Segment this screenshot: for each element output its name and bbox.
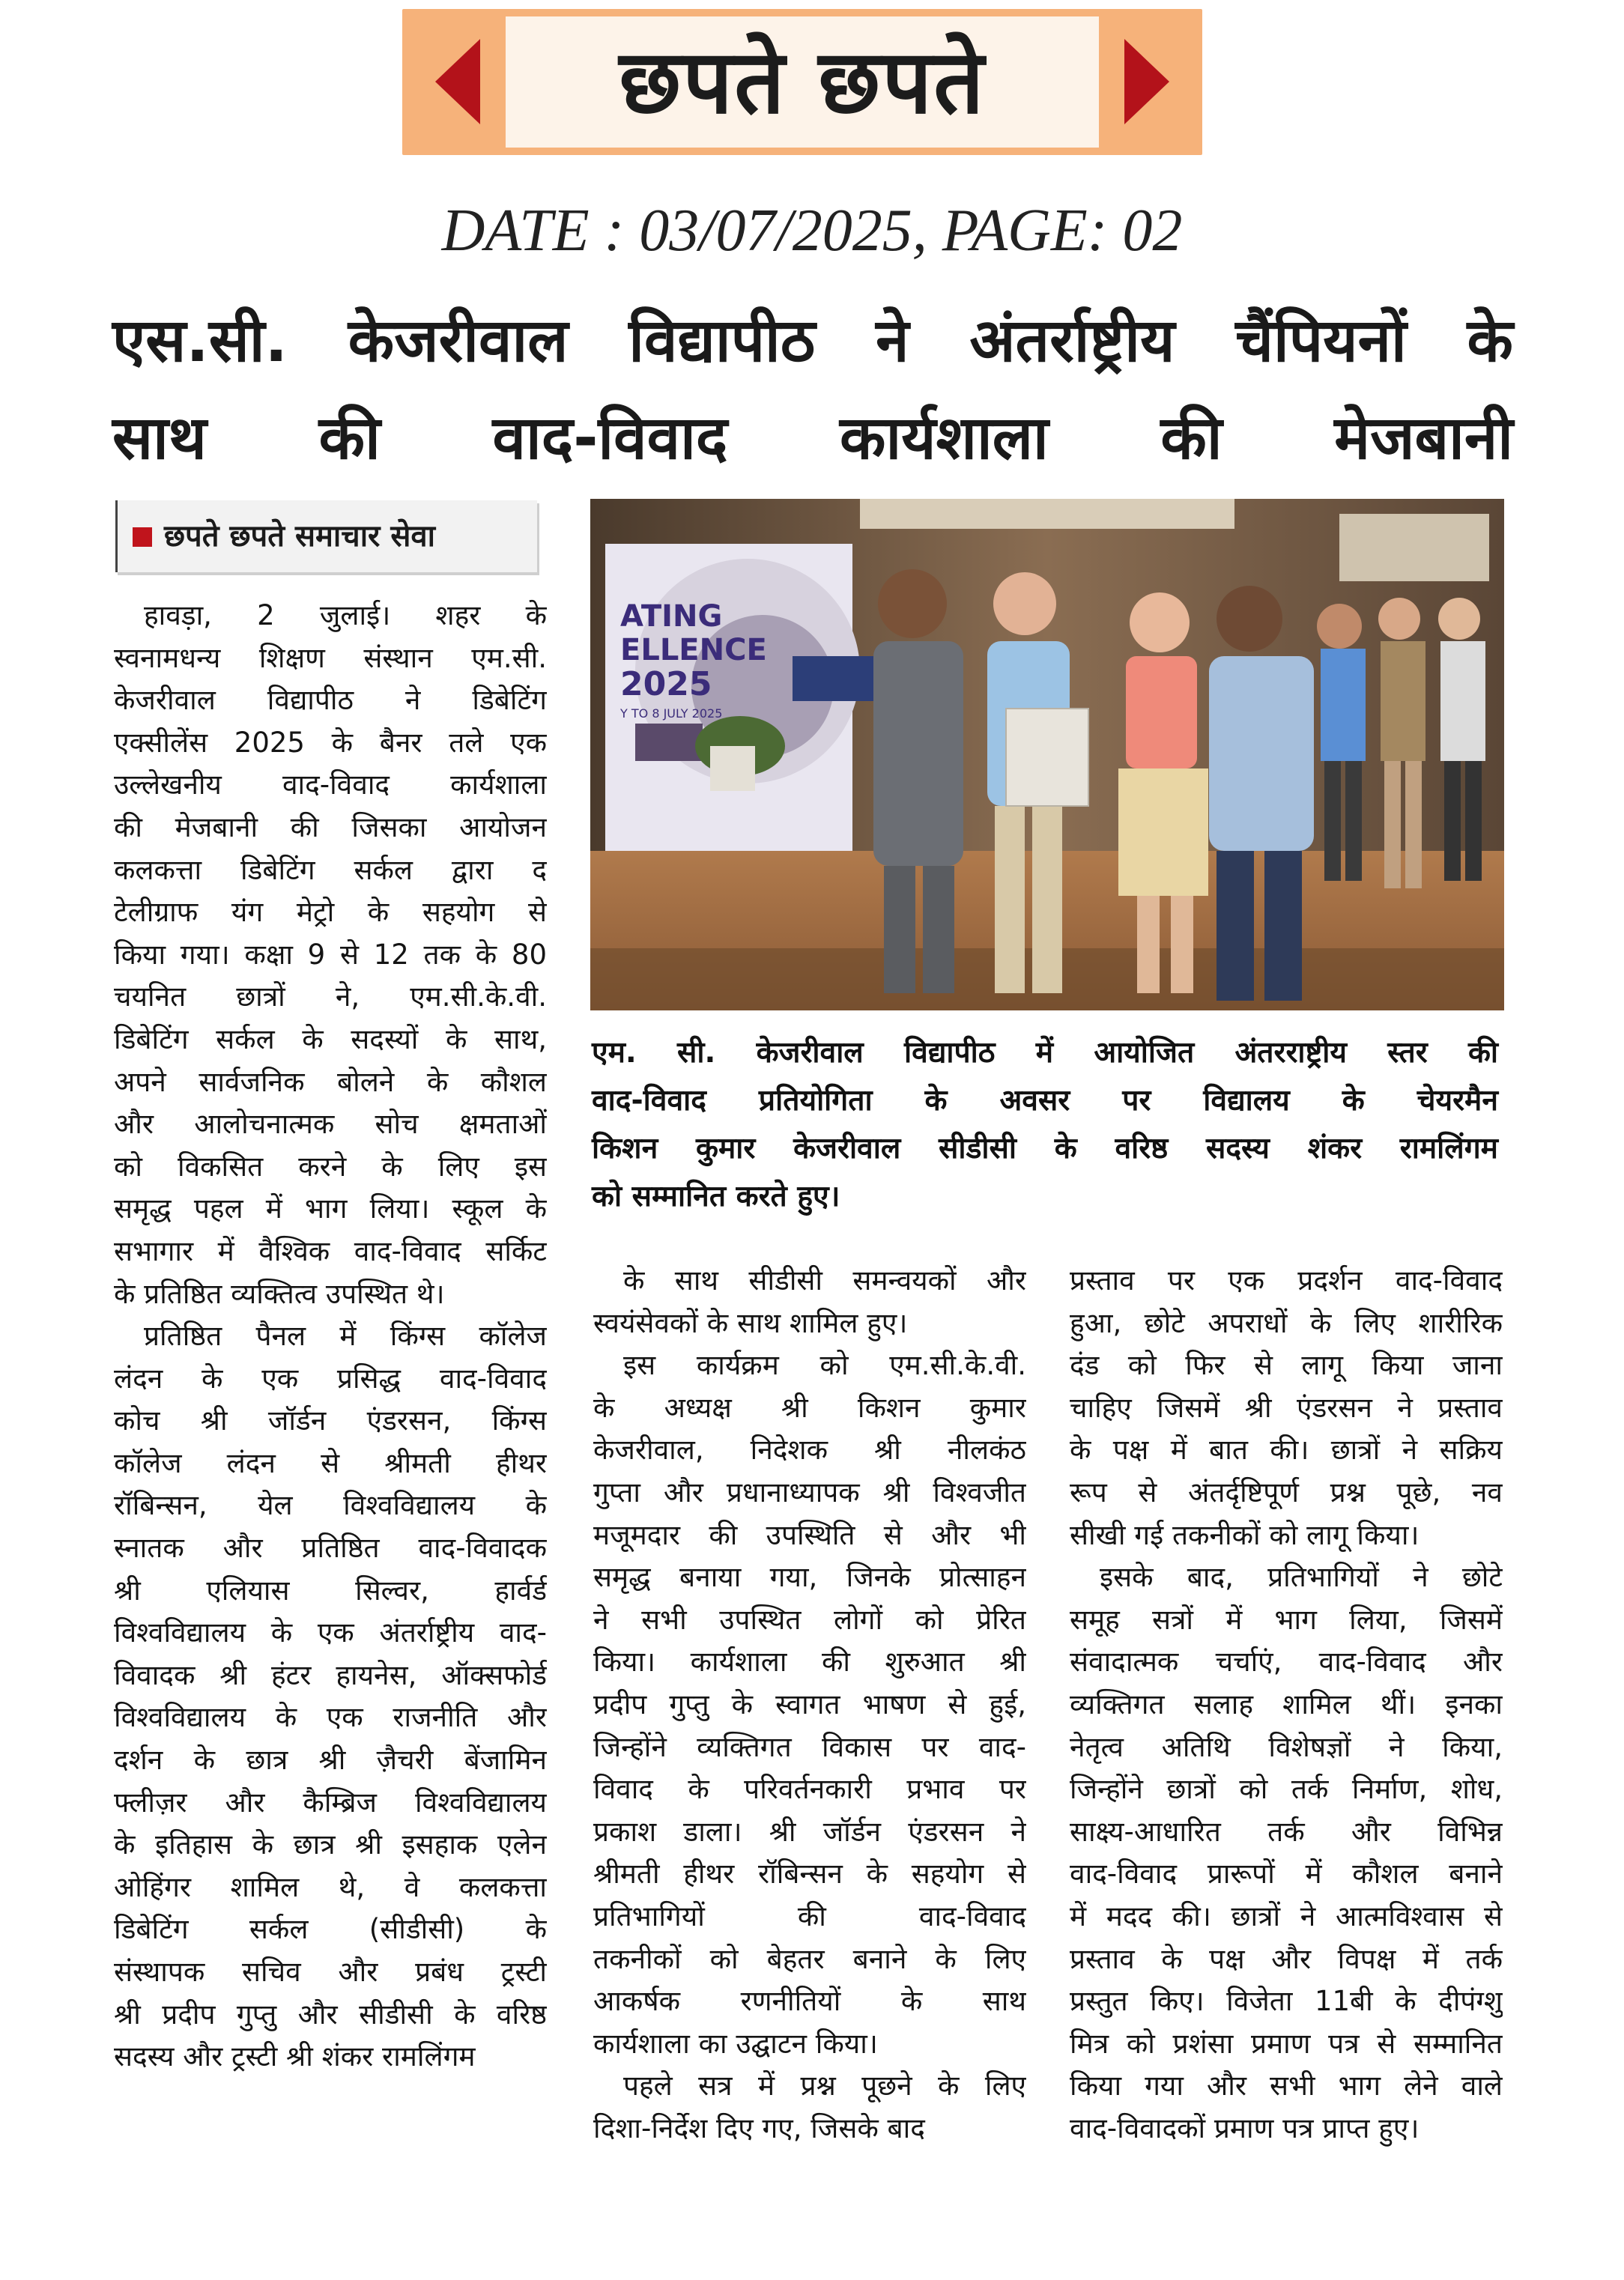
caption-line: किशन कुमार केजरीवाल सीडीसी के वरिष्ठ सदस्य शंकर रामलिंगम xyxy=(592,1132,1498,1165)
masthead-plate xyxy=(506,16,1099,148)
article-line: सदस्य और ट्रस्टी श्री शंकर रामलिंगम xyxy=(114,2040,476,2073)
dateline: DATE : 03/07/2025, PAGE: 02 xyxy=(441,198,1183,264)
article-column-1 xyxy=(114,595,547,2079)
article-line: स्वनामधन्य शिक्षण संस्थान एम.सी. xyxy=(114,641,547,674)
article-line: चाहिए जिसमें श्री एंडरसन ने प्रस्ताव xyxy=(1070,1391,1503,1424)
byline-box xyxy=(115,500,537,572)
article-line: प्रस्ताव के पक्ष और विपक्ष में तर्क xyxy=(1070,1942,1503,1975)
banner-line-1: ATING xyxy=(620,599,723,634)
banner-line-2: ELLENCE xyxy=(620,633,767,667)
article-line: वाद-विवादकों प्रमाण पत्र प्राप्त हुए। xyxy=(1070,2111,1420,2144)
article-line: श्रीमती हीथर रॉबिन्सन के सहयोग से xyxy=(593,1858,1026,1891)
red-square-icon xyxy=(133,527,152,547)
article-line: स्वयंसेवकों के साथ शामिल हुए। xyxy=(593,1306,908,1339)
article-column-3 xyxy=(1070,1260,1503,2150)
article-line: संस्थापक सचिव और प्रबंध ट्रस्टी xyxy=(114,1956,547,1988)
article-line: विश्वविद्यालय के एक अंतर्राष्ट्रीय वाद- xyxy=(114,1616,547,1649)
article-line: उल्लेखनीय वाद-विवाद कार्यशाला xyxy=(114,768,547,801)
right-arrow-icon xyxy=(1124,39,1169,124)
article-line: ओहिंगर शामिल थे, वे कलकत्ता xyxy=(114,1870,547,1903)
article-line: प्रदीप गुप्तु के स्वागत भाषण से हुई, xyxy=(593,1688,1026,1720)
byline-text: छपते छपते समाचार सेवा xyxy=(164,519,435,554)
article-line: किया। कार्यशाला की शुरुआत श्री xyxy=(593,1646,1026,1679)
article-line: ने सभी उपस्थित लोगों को प्रेरित xyxy=(593,1603,1026,1636)
article-line: प्रस्ताव पर एक प्रदर्शन वाद-विवाद xyxy=(1070,1264,1503,1297)
article-line: टेलीग्राफ यंग मेट्रो के सहयोग से xyxy=(114,896,547,929)
article-line: रॉबिन्सन, येल विश्वविद्यालय के xyxy=(114,1489,547,1522)
caption-line: को सम्मानित करते हुए। xyxy=(592,1180,840,1213)
article-line: कार्यशाला का उद्घाटन किया। xyxy=(593,2027,878,2060)
article-line: किया गया। कक्षा 9 से 12 तक के 80 xyxy=(114,938,547,971)
article-line: में मदद की। छात्रों ने आत्मविश्वास से xyxy=(1070,1900,1503,1932)
article-line: इसके बाद, प्रतिभागियों ने छोटे xyxy=(1100,1561,1503,1594)
article-line: साक्ष्य-आधारित तर्क और विभिन्न xyxy=(1070,1815,1503,1848)
photo-caption xyxy=(592,1029,1498,1221)
article-line: समृद्ध बनाया गया, जिनके प्रोत्साहन xyxy=(593,1561,1026,1594)
article-line: किया गया और सभी भाग लेने वाले xyxy=(1070,2070,1503,2102)
article-line: रूप से अंतर्दृष्टिपूर्ण प्रश्न पूछे, नव xyxy=(1070,1476,1503,1509)
left-arrow-icon xyxy=(435,39,480,124)
masthead-title: छपते छपते xyxy=(619,29,986,133)
article-line: जिन्होंने छात्रों को तर्क निर्माण, शोध, xyxy=(1070,1773,1503,1806)
article-line: कोच श्री जॉर्डन एंडरसन, किंग्स xyxy=(114,1404,547,1437)
article-line: एक्सीलेंस 2025 के बैनर तले एक xyxy=(114,726,547,759)
article-line: समूह सत्रों में भाग लिया, जिसमें xyxy=(1070,1603,1503,1636)
article-column-2 xyxy=(593,1260,1026,2150)
article-line: पहले सत्र में प्रश्न पूछने के लिए xyxy=(623,2070,1026,2102)
article-line: जिन्होंने व्यक्तिगत विकास पर वाद- xyxy=(593,1730,1026,1763)
article-line: दिशा-निर्देश दिए गए, जिसके बाद xyxy=(593,2111,925,2144)
article-line: की मेजबानी की जिसका आयोजन xyxy=(114,810,547,843)
article-line: मित्र को प्रशंसा प्रमाण पत्र से सम्मानित xyxy=(1070,2027,1503,2060)
masthead-logo xyxy=(402,9,1202,155)
article-line: प्रकाश डाला। श्री जॉर्डन एंडरसन ने xyxy=(593,1815,1026,1848)
article-line: तकनीकों को बेहतर बनाने के लिए xyxy=(593,1942,1026,1975)
headline-line-1: एस.सी. केजरीवाल विद्यापीठ ने अंतर्राष्ट्रीय चैंपियनों के xyxy=(112,306,1513,375)
article-line: प्रस्तुत किए। विजेता 11बी के दीपंग्शु xyxy=(1070,1985,1503,2018)
article-line: आकर्षक रणनीतियों के साथ xyxy=(593,1985,1026,2018)
article-line: विवादक श्री हंटर हायनेस, ऑक्सफोर्ड xyxy=(114,1658,547,1691)
article-line: स्नातक और प्रतिष्ठित वाद-विवादक xyxy=(114,1532,547,1565)
article-line: डिबेटिंग सर्कल के सदस्यों के साथ, xyxy=(114,1022,547,1055)
article-line: व्यक्तिगत सलाह शामिल थीं। इनका xyxy=(1070,1688,1503,1720)
article-line: सभागार में वैश्विक वाद-विवाद सर्किट xyxy=(114,1234,547,1267)
article-line: हुआ, छोटे अपराधों के लिए शारीरिक xyxy=(1070,1306,1503,1339)
article-line: और आलोचनात्मक सोच क्षमताओं xyxy=(114,1108,547,1141)
article-line: सीखी गई तकनीकों को लागू किया। xyxy=(1070,1518,1420,1551)
article-line: हावड़ा, 2 जुलाई। शहर के xyxy=(144,599,547,631)
article-line: के पक्ष में बात की। छात्रों ने सक्रिय xyxy=(1070,1434,1503,1467)
article-line: संवादात्मक चर्चाएं, वाद-विवाद और xyxy=(1070,1646,1503,1679)
article-line: वाद-विवाद प्रारूपों में कौशल बनाने xyxy=(1070,1858,1503,1891)
article-line: इस कार्यक्रम को एम.सी.के.वी. xyxy=(623,1349,1026,1382)
article-line: दंड को फिर से लागू किया जाना xyxy=(1070,1349,1503,1382)
article-line: के साथ सीडीसी समन्वयकों और xyxy=(623,1264,1026,1297)
article-line: श्री एलियास सिल्वर, हार्वर्ड xyxy=(114,1574,547,1607)
article-line: के अध्यक्ष श्री किशन कुमार xyxy=(593,1391,1026,1424)
caption-line: वाद-विवाद प्रतियोगिता के अवसर पर विद्यालय के चेयरमैन xyxy=(592,1084,1498,1118)
article-line: कलकत्ता डिबेटिंग सर्कल द्वारा द xyxy=(114,853,547,886)
article-line: प्रतिभागियों की वाद-विवाद xyxy=(593,1900,1026,1932)
article-line: लंदन के एक प्रसिद्ध वाद-विवाद xyxy=(114,1362,547,1395)
article-line: गुप्ता और प्रधानाध्यापक श्री विश्वजीत xyxy=(593,1476,1026,1509)
news-photo xyxy=(590,499,1504,1010)
article-line: समृद्ध पहल में भाग लिया। स्कूल के xyxy=(114,1192,547,1225)
article-line: डिबेटिंग सर्कल (सीडीसी) के xyxy=(114,1913,547,1946)
article-line: अपने सार्वजनिक बोलने के कौशल xyxy=(114,1065,547,1098)
article-line: फ्लीज़र और कैम्ब्रिज विश्वविद्यालय xyxy=(114,1786,547,1819)
caption-line: एम. सी. केजरीवाल विद्यापीठ में आयोजित अंतरराष्ट्रीय स्तर की xyxy=(592,1036,1498,1070)
article-line: विवाद के परिवर्तनकारी प्रभाव पर xyxy=(593,1773,1026,1806)
headline-line-2: साथ की वाद-विवाद कार्यशाला की मेजबानी xyxy=(112,403,1513,473)
article-line: विश्वविद्यालय के एक राजनीति और xyxy=(114,1701,547,1734)
banner-small-text: Y TO 8 JULY 2025 xyxy=(620,706,723,721)
article-line: कॉलेज लंदन से श्रीमती हीथर xyxy=(114,1446,547,1479)
article-line: केजरीवाल विद्यापीठ ने डिबेटिंग xyxy=(114,684,547,717)
article-line: केजरीवाल, निदेशक श्री नीलकंठ xyxy=(593,1434,1026,1467)
article-line: के इतिहास के छात्र श्री इसहाक एलेन xyxy=(114,1828,547,1861)
article-line: मजूमदार की उपस्थिति से और भी xyxy=(593,1518,1026,1551)
article-line: नेतृत्व अतिथि विशेषज्ञों ने किया, xyxy=(1070,1730,1503,1763)
article-line: को विकसित करने के लिए इस xyxy=(114,1150,547,1183)
article-line: श्री प्रदीप गुप्तु और सीडीसी के वरिष्ठ xyxy=(114,1998,547,2031)
article-line: प्रतिष्ठित पैनल में किंग्स कॉलेज xyxy=(144,1320,547,1353)
article-line: दर्शन के छात्र श्री ज़ैचरी बेंजामिन xyxy=(114,1744,547,1777)
article-line: के प्रतिष्ठित व्यक्तित्व उपस्थित थे। xyxy=(114,1277,445,1310)
banner-line-3: 2025 xyxy=(620,665,712,703)
article-line: चयनित छात्रों ने, एम.सी.के.वी. xyxy=(114,980,547,1013)
